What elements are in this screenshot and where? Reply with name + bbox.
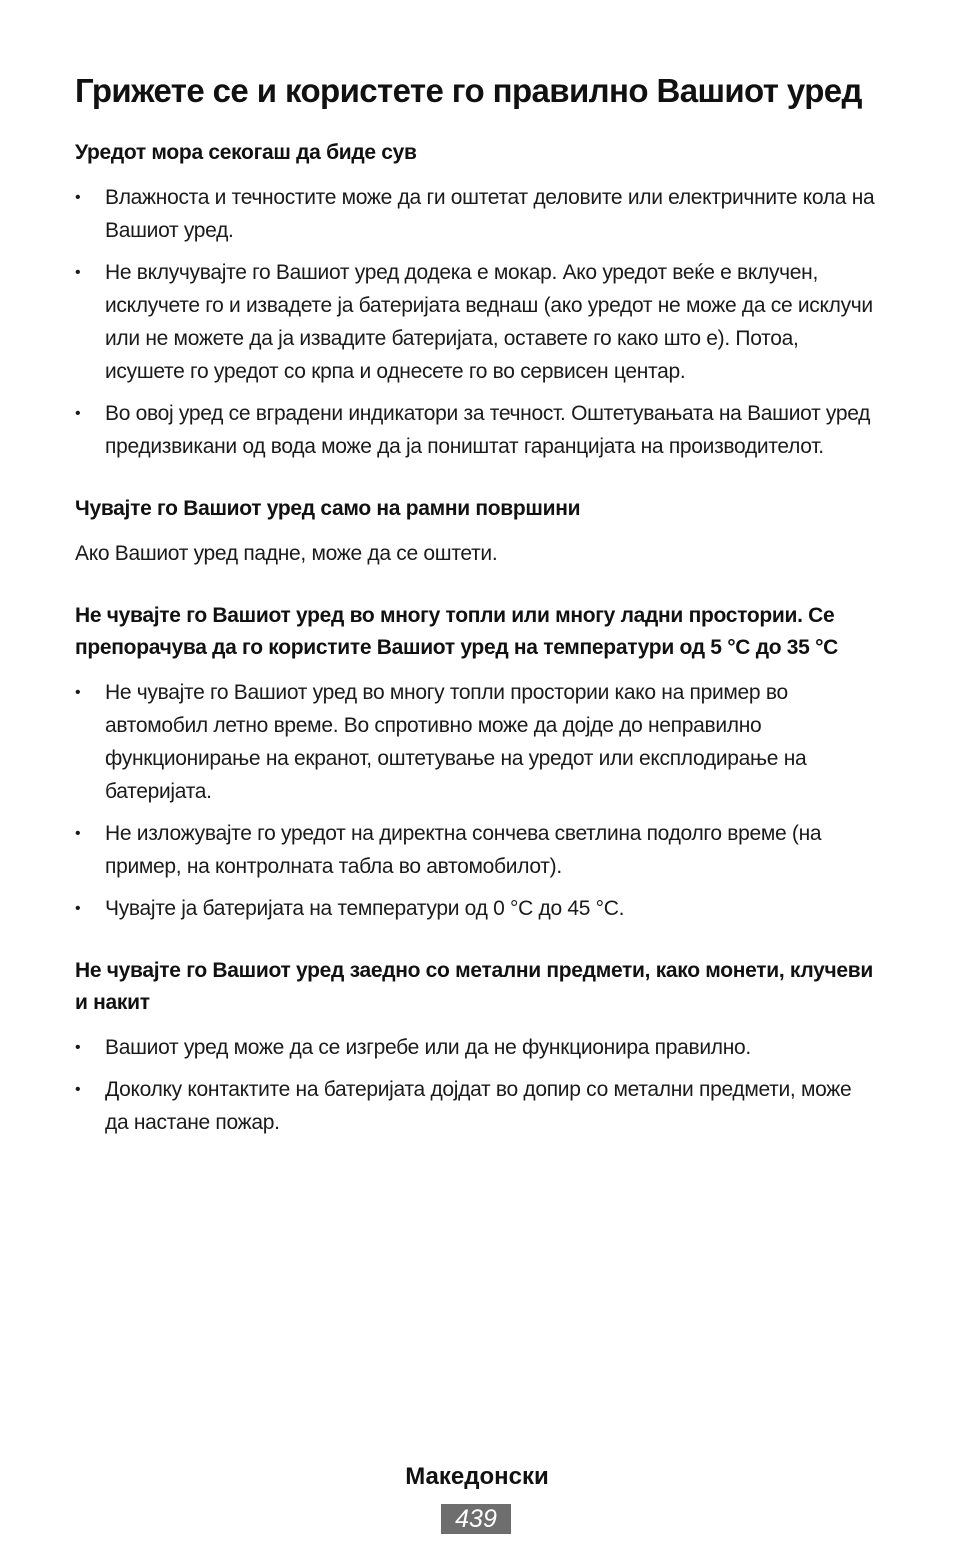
bullet-icon: • (75, 900, 81, 917)
section-text: Ако Вашиот уред падне, може да се оштети. (75, 542, 498, 565)
list-item (75, 817, 875, 883)
section-flat-surfaces (75, 493, 875, 570)
list-item (75, 181, 875, 247)
list-item-text: Вашиот уред може да се изгребе или да не функционира правилно. (105, 1036, 751, 1059)
section-heading: Уредот мора секогаш да биде сув (75, 141, 417, 164)
content (75, 137, 875, 1169)
page-number-badge: 439 (441, 1504, 511, 1534)
list-item-text: Не вклучувајте го Вашиот уред додека е мокар. Ако уредот веќе е вклучен, исклучете го и извадете ја батеријата веднаш (ако уредот не може да се исклучи или не можете да ја извадите батеријата, оставете го како што е). Потоа, исушете го уредот со крпа и однесете го во сервисен центар. (105, 261, 873, 383)
list-item (75, 892, 875, 925)
list-item-text: Не чувајте го Вашиот уред во многу топли простории како на пример во автомобил летно време. Во спротивно може да дојде до неправилно функционирање на екранот, оштетување на уредот или експлодирање на батеријата. (105, 681, 807, 803)
bullet-list (75, 676, 875, 925)
bullet-icon: • (75, 189, 81, 206)
list-item (75, 1031, 875, 1064)
list-item-text: Во овој уред се вградени индикатори за течност. Оштетувањата на Вашиот уред предизвикани од вода може да ја поништат гаранцијата на производителот. (105, 402, 871, 458)
list-item-text: Влажноста и течностите може да ги оштетат деловите или електричните кола на Вашиот уред. (105, 186, 875, 242)
bullet-list (75, 1031, 875, 1139)
bullet-icon: • (75, 684, 81, 701)
footer-language: Македонски (405, 1463, 549, 1490)
list-item (75, 397, 875, 463)
list-item (75, 256, 875, 388)
page-title: Грижете се и користете го правилно Вашиот уред (75, 72, 862, 109)
bullet-icon: • (75, 264, 81, 281)
section-metal-objects (75, 955, 875, 1139)
bullet-icon: • (75, 1039, 81, 1056)
list-item (75, 1073, 875, 1139)
section-temperature (75, 600, 875, 925)
bullet-icon: • (75, 825, 81, 842)
list-item-text: Чувајте ја батеријата на температури од 0 °C до 45 °C. (105, 897, 625, 920)
bullet-icon: • (75, 405, 81, 422)
list-item-text: Не изложувајте го уредот на директна сончева светлина подолго време (на пример, на контролната табла во автомобилот). (105, 822, 822, 878)
section-heading: Не чувајте го Вашиот уред заедно со метални предмети, како монети, клучеви и накит (75, 959, 874, 1014)
bullet-list (75, 181, 875, 463)
list-item (75, 676, 875, 808)
section-heading: Не чувајте го Вашиот уред во многу топли или многу ладни простории. Се препорачува да го користите Вашиот уред на температури од 5 °C до 35 °C (75, 604, 839, 659)
bullet-icon: • (75, 1081, 81, 1098)
section-heading: Чувајте го Вашиот уред само на рамни површини (75, 497, 581, 520)
list-item-text: Доколку контактите на батеријата дојдат во допир со метални предмети, може да настане пожар. (105, 1078, 852, 1134)
section-keep-dry (75, 137, 875, 463)
